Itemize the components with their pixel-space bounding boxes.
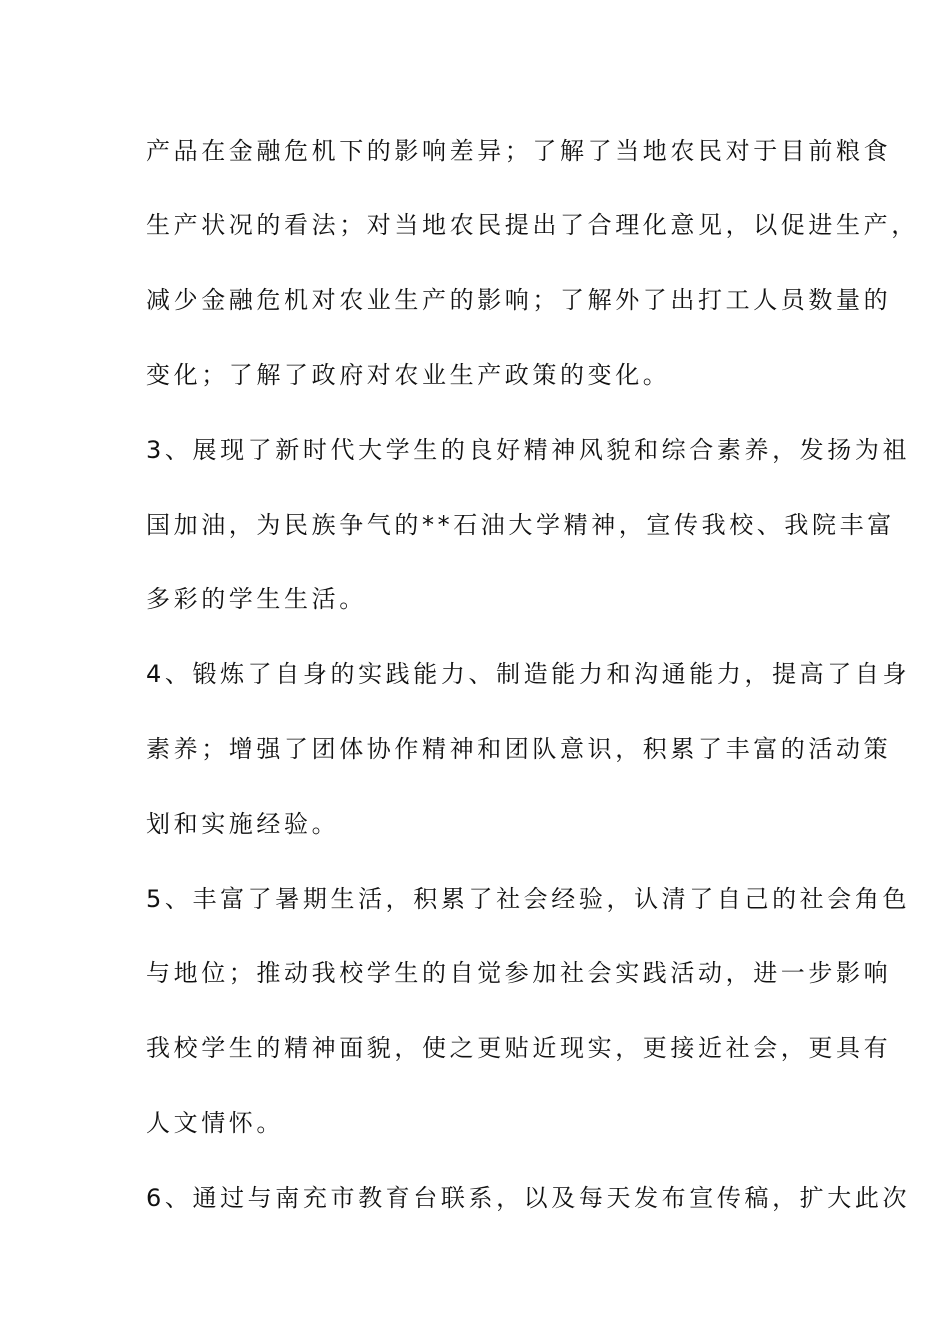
text-line: 5、丰富了暑期生活，积累了社会经验，认清了自己的社会角色: [146, 885, 911, 913]
text-line: 国加油，为民族争气的**石油大学精神，宣传我校、我院丰富: [146, 511, 895, 539]
text-line: 变化；了解了政府对农业生产政策的变化。: [146, 361, 671, 389]
text-line: 减少金融危机对农业生产的影响；了解外了出打工人员数量的: [146, 286, 892, 314]
text-line: 人文情怀。: [146, 1109, 284, 1137]
text-line: 3、展现了新时代大学生的良好精神风貌和综合素养，发扬为祖: [146, 436, 911, 464]
text-line: 生产状况的看法；对当地农民提出了合理化意见，以促进生产，: [146, 211, 919, 239]
text-line: 与地位；推动我校学生的自觉参加社会实践活动，进一步影响: [146, 959, 892, 987]
text-line: 4、锻炼了自身的实践能力、制造能力和沟通能力，提高了自身: [146, 660, 911, 688]
text-line: 划和实施经验。: [146, 810, 340, 838]
text-line: 多彩的学生生活。: [146, 585, 367, 613]
text-line: 我校学生的精神面貌，使之更贴近现实，更接近社会，更具有: [146, 1034, 892, 1062]
text-line: 素养；增强了团体协作精神和团队意识，积累了丰富的活动策: [146, 735, 892, 763]
text-line: 6、通过与南充市教育台联系，以及每天发布宣传稿，扩大此次: [146, 1184, 911, 1212]
text-line: 产品在金融危机下的影响差异；了解了当地农民对于目前粮食: [146, 137, 892, 165]
